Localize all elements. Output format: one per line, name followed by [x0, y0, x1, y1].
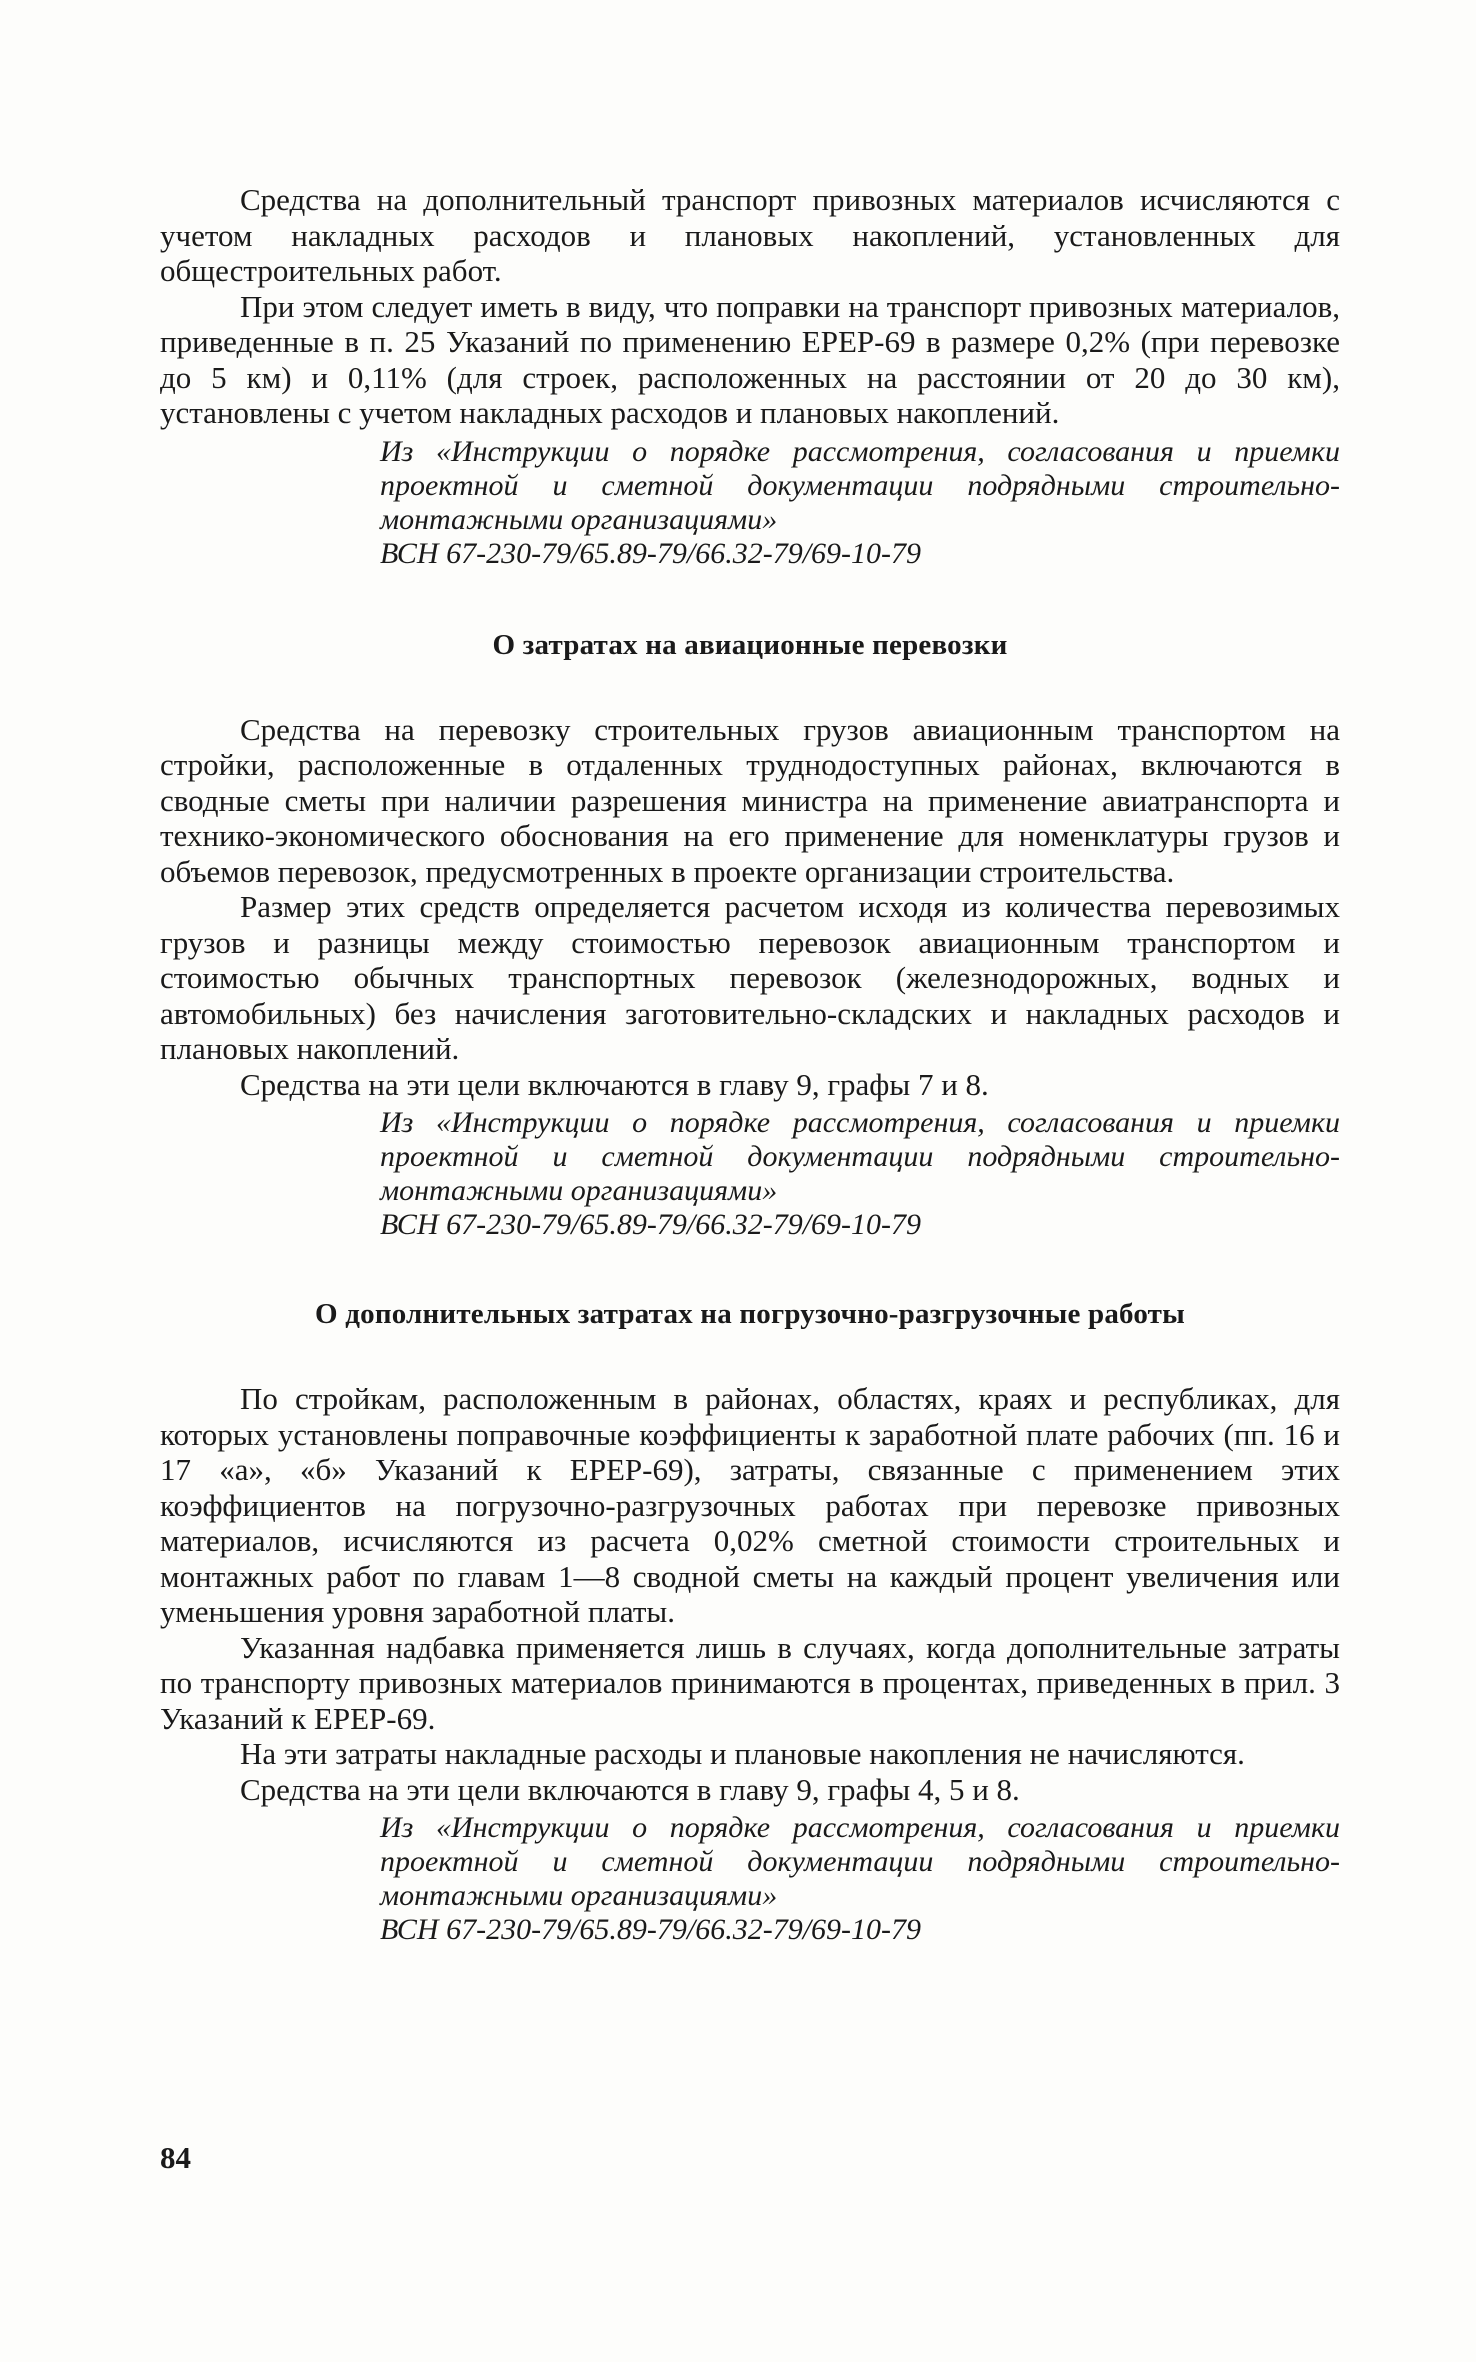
paragraph: Размер этих средств определяется расчетом исходя из количества перевозимых грузов и разницы между стоимостью перевозок авиационным транспортом и стоимостью обычных транспортных перевозок (железнодорожных, водных и автомобильных) без начисления заготовительно-складских и накладных расходов и плановых накоплений. [160, 889, 1340, 1066]
source-title: Из «Инструкции о порядке рассмотрения, согласования и приемки проектной и сметной документации подрядными строительно-монтажными организациями» [380, 1106, 1340, 1207]
section-heading: О дополнительных затратах на погрузочно-разгрузочные работы [315, 1298, 1185, 1330]
text-column [160, 182, 1340, 1947]
paragraph: Средства на эти цели включаются в главу 9, графы 4, 5 и 8. [240, 1771, 1020, 1807]
page-number: 84 [160, 2140, 191, 2175]
source-code: ВСН 67-230-79/65.89-79/66.32-79/69-10-79 [380, 1208, 922, 1241]
paragraph: При этом следует иметь в виду, что поправки на транспорт привозных материалов, приведенные в п. 25 Указаний по применению ЕРЕР-69 в размере 0,2% (при перевозке до 5 км) и 0,11% (для строек, расположенных на расстоянии от 20 до 30 км), установлены с учетом накладных расходов и плановых накоплений. [160, 288, 1340, 430]
paragraph: Средства на дополнительный транспорт привозных материалов исчисляются с учетом накладных расходов и плановых накоплений, установленных для общестроительных работ. [160, 182, 1340, 288]
paragraph: Средства на перевозку строительных грузов авиационным транспортом на стройки, расположенные в отдаленных труднодоступных районах, включаются в сводные сметы при наличии разрешения министра на применение авиатранспорта и технико-экономического обоснования на его применение для номенклатуры грузов и объемов перевозок, предусмотренных в проекте организации строительства. [160, 711, 1340, 889]
source-code: ВСН 67-230-79/65.89-79/66.32-79/69-10-79 [380, 1913, 922, 1946]
paragraph: На эти затраты накладные расходы и плановые накопления не начисляются. [240, 1736, 1245, 1771]
source-title: Из «Инструкции о порядке рассмотрения, согласования и приемки проектной и сметной документации подрядными строительно-монтажными организациями» [380, 434, 1340, 536]
paragraph: Указанная надбавка применяется лишь в случаях, когда дополнительные затраты по транспорту привозных материалов принимаются в процентах, приведенных в прил. 3 Указаний к ЕРЕР-69. [160, 1629, 1340, 1736]
source-citation [380, 1811, 1340, 1947]
paragraph: По стройкам, расположенным в районах, областях, краях и республиках, для которых установлены поправочные коэффициенты к заработной плате рабочих (пп. 16 и 17 «а», «б» Указаний к ЕРЕР-69), затраты, связанные с применением этих коэффициентов на погрузочно-разгрузочных работах при перевозке привозных материалов, исчисляются из расчета 0,02% сметной стоимости строительных и монтажных работ по главам 1—8 сводной сметы на каждый процент увеличения или уменьшения уровня заработной платы. [160, 1381, 1340, 1629]
source-title: Из «Инструкции о порядке рассмотрения, согласования и приемки проектной и сметной документации подрядными строительно-монтажными организациями» [380, 1811, 1340, 1912]
section-block [160, 1298, 1340, 1947]
section-heading: О затратах на авиационные перевозки [492, 628, 1008, 661]
source-citation [380, 435, 1340, 571]
source-citation [380, 1106, 1340, 1242]
paragraph: Средства на эти цели включаются в главу 9, графы 7 и 8. [240, 1066, 989, 1102]
source-code: ВСН 67-230-79/65.89-79/66.32-79/69-10-79 [380, 536, 922, 570]
